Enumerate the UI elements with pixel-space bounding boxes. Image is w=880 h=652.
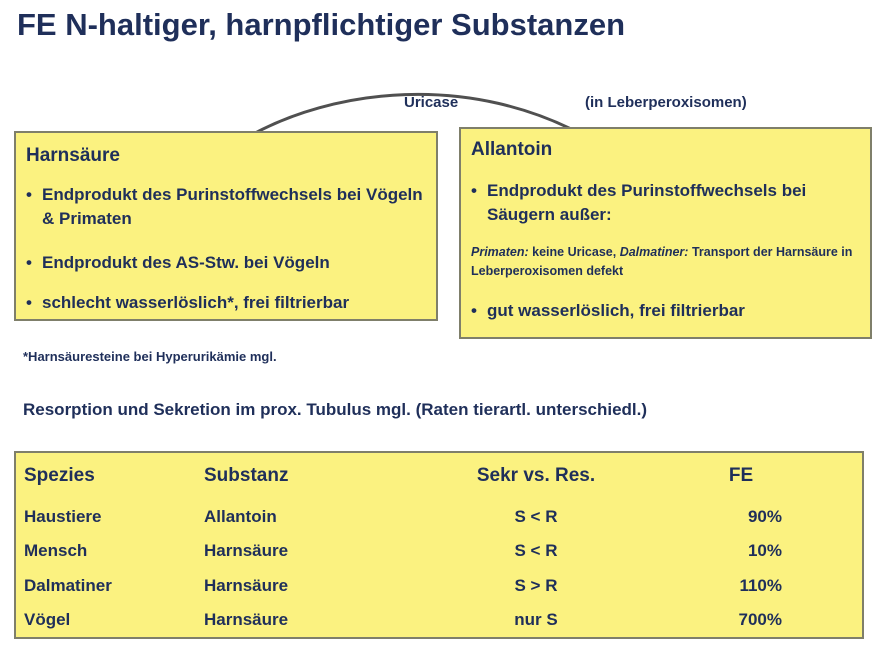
cell-fe: 10%: [747, 541, 782, 560]
list-item: • Endprodukt des Purinstoffwechsels bei Vögeln & Primaten: [26, 185, 423, 228]
cell-substanz: Harnsäure: [204, 576, 289, 595]
cell-sekr-res: S > R: [514, 576, 558, 595]
cell-fe: 110%: [739, 576, 782, 595]
cell-substanz: Allantoin: [204, 507, 277, 526]
allantoin-box: [459, 127, 872, 339]
header-fe: FE: [728, 465, 754, 486]
cell-spezies: Mensch: [24, 541, 88, 560]
list-item: • schlecht wasserlöslich*, frei filtrierbar: [26, 291, 426, 315]
cell-sekr-res: S < R: [514, 541, 558, 560]
allantoin-heading: Allantoin: [471, 139, 553, 160]
resorption-text: Resorption und Sekretion im prox. Tubulus mgl. (Raten tierartl. unterschiedl.): [23, 400, 648, 419]
harnsaeure-heading: Harnsäure: [26, 145, 120, 166]
bullet-icon: •: [471, 301, 477, 320]
cell-sekr-res: S < R: [514, 507, 558, 526]
exception-note: Primaten: keine Uricase, Dalmatiner: Transport der Harnsäure in Leberperoxisomen defekt: [471, 245, 853, 278]
cell-spezies: Haustiere: [24, 507, 102, 526]
cell-fe: 90%: [747, 507, 782, 526]
list-item: • Endprodukt des Purinstoffwechsels bei Säugern außer:: [471, 181, 807, 224]
cell-substanz: Harnsäure: [204, 610, 289, 629]
cell-spezies: Vögel: [24, 610, 71, 629]
footnote: *Harnsäuresteine bei Hyperurikämie mgl.: [23, 349, 277, 364]
table-row: [16, 541, 862, 571]
list-item: • gut wasserlöslich, frei filtrierbar: [471, 299, 861, 323]
bullet-icon: •: [26, 185, 32, 204]
slide-title: FE N-haltiger, harnpflichtiger Substanzen: [17, 7, 626, 42]
cell-substanz: Harnsäure: [204, 541, 289, 560]
bullet-icon: •: [26, 253, 32, 272]
uricase-label: Uricase: [404, 94, 459, 111]
header-spezies: Spezies: [24, 465, 95, 486]
table-header-row: [16, 465, 862, 495]
location-label: (in Leberperoxisomen): [585, 94, 747, 111]
cell-spezies: Dalmatiner: [24, 576, 112, 595]
harnsaeure-box: [14, 131, 438, 321]
fe-table: [14, 451, 864, 639]
bullet-icon: •: [471, 181, 477, 200]
cell-sekr-res: nur S: [514, 610, 558, 629]
list-item: • Endprodukt des AS-Stw. bei Vögeln: [26, 251, 426, 275]
table-row: [16, 610, 862, 640]
table-row: [16, 576, 862, 606]
cell-fe: 700%: [738, 610, 782, 629]
table-row: [16, 507, 862, 537]
header-sekr-res: Sekr vs. Res.: [476, 465, 596, 486]
bullet-icon: •: [26, 293, 32, 312]
header-substanz: Substanz: [204, 465, 289, 486]
